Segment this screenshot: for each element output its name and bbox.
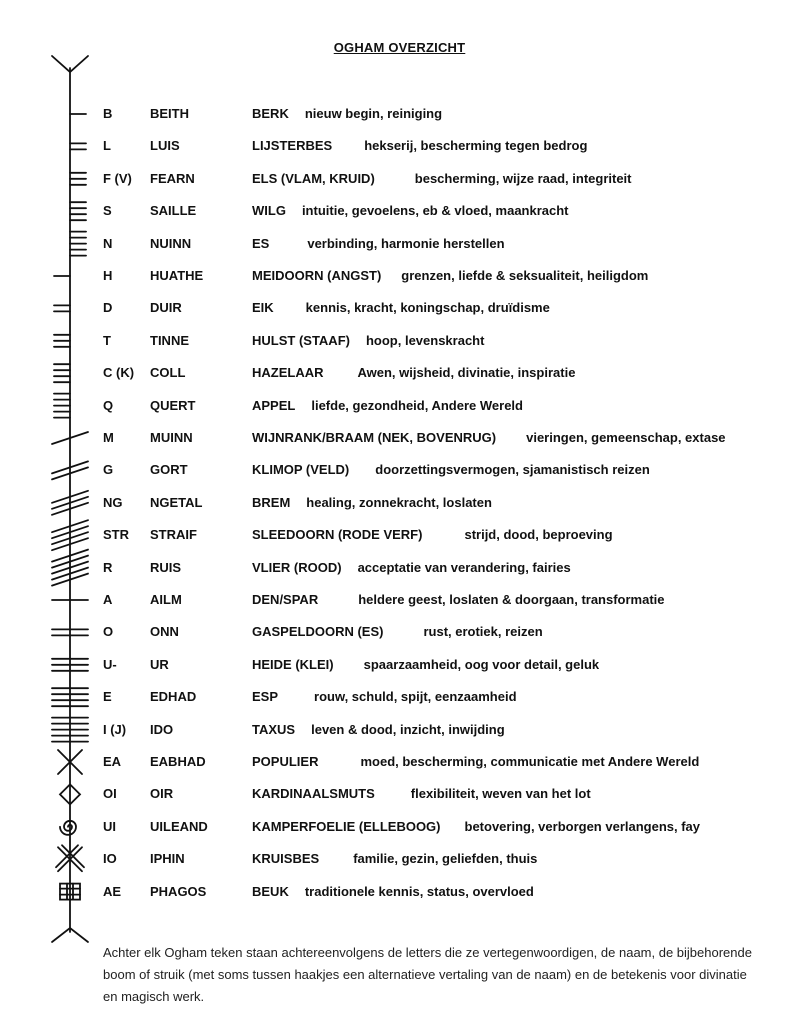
row-tree-meaning [252, 685, 517, 709]
row-ogham-name: LUIS [150, 138, 180, 154]
row-letter: Q [103, 397, 114, 413]
row-tree: EIK [252, 300, 274, 316]
row-tree: BERK [252, 106, 289, 121]
row-ogham-name: TINNE [150, 332, 189, 348]
row-letter: G [103, 462, 114, 478]
row-ogham-name: DUIR [150, 300, 182, 316]
row-ogham-name: NUINN [150, 235, 192, 251]
row-ogham-name: HUATHE [150, 268, 204, 283]
row-letter: L [103, 138, 111, 154]
row-meaning: rouw, schuld, spijt, eenzaamheid [314, 689, 517, 705]
row-letter: EA [103, 754, 122, 769]
row-tree: GASPELDOORN (ES) [252, 624, 384, 640]
row-meaning: Awen, wijsheid, divinatie, inspiratie [357, 365, 576, 381]
row-letter: AE [103, 883, 122, 899]
row-meaning: moed, bescherming, communicatie met Andere Wereld [360, 754, 700, 769]
page-title: OGHAM OVERZICHT [333, 40, 466, 55]
row-ogham-name: EABHAD [150, 754, 206, 769]
row-meaning: heldere geest, loslaten & doorgaan, transformatie [358, 592, 665, 607]
row-meaning: hekserij, bescherming tegen bedrog [364, 138, 588, 154]
row-meaning: spaarzaamheid, oog voor detail, geluk [363, 656, 600, 672]
row-tree-meaning [252, 394, 523, 418]
ogham-row [0, 102, 799, 126]
footer-note: Achter elk Ogham teken staan achtereenvolgens de letters die ze vertegenwoordigen, de naam, de bijbehorende boom of struik (met soms tussen haakjes een alternatieve vertaling van de naam) en de betekenis voor divinatie en magisch werk. [103, 945, 752, 1004]
row-tree: BEUK [252, 883, 289, 899]
row-tree-meaning [252, 361, 575, 385]
row-letter: STR [103, 527, 129, 543]
row-letter: C (K) [103, 365, 135, 381]
ogham-row [0, 847, 799, 871]
row-letter: A [103, 592, 113, 607]
row-letter: OI [103, 786, 117, 802]
row-tree-meaning [252, 264, 648, 288]
ogham-row [0, 588, 799, 612]
row-letter: NG [103, 494, 123, 510]
row-ogham-name: EDHAD [150, 689, 197, 705]
row-ogham-name: MUINN [150, 430, 193, 445]
row-ogham-name: AILM [150, 592, 182, 607]
ogham-row [0, 718, 799, 742]
row-letter: UI [103, 818, 116, 834]
row-ogham-name: IPHIN [150, 851, 185, 867]
row-meaning: leven & dood, inzicht, inwijding [311, 721, 505, 737]
row-meaning: betovering, verborgen verlangens, fay [464, 818, 701, 834]
row-letter: I (J) [103, 721, 127, 737]
row-tree: BREM [252, 494, 291, 510]
row-meaning: traditionele kennis, status, overvloed [304, 883, 534, 899]
row-ogham-name: IDO [150, 721, 174, 737]
row-tree-meaning [252, 296, 550, 320]
ogham-row [0, 653, 799, 677]
row-letter: D [103, 300, 113, 316]
row-meaning: intuitie, gevoelens, eb & vloed, maankracht [301, 203, 569, 219]
ogham-row [0, 426, 799, 450]
row-tree-meaning [252, 653, 599, 677]
ogham-row [0, 880, 799, 904]
row-tree: LIJSTERBES [252, 138, 333, 154]
row-meaning: verbinding, harmonie herstellen [307, 235, 505, 251]
row-ogham-name: SAILLE [150, 203, 197, 219]
row-tree-meaning [252, 588, 665, 612]
row-ogham-name: ONN [150, 624, 179, 640]
row-letter: O [103, 624, 114, 640]
row-tree: MEIDOORN (ANGST) [252, 268, 382, 283]
row-meaning: healing, zonnekracht, loslaten [306, 494, 492, 510]
ogham-row [0, 199, 799, 223]
ogham-row [0, 361, 799, 385]
ogham-row [0, 491, 799, 515]
ogham-row [0, 394, 799, 418]
row-letter: M [103, 430, 114, 445]
ogham-row [0, 296, 799, 320]
row-ogham-name: RUIS [150, 559, 182, 575]
row-tree: KARDINAALSMUTS [252, 786, 375, 802]
row-letter: F (V) [103, 170, 132, 186]
row-ogham-name: STRAIF [150, 527, 197, 543]
ogham-row [0, 685, 799, 709]
ogham-row [0, 458, 799, 482]
row-tree-meaning [252, 167, 632, 191]
row-meaning: hoop, levenskracht [365, 332, 485, 348]
row-meaning: kennis, kracht, koningschap, druïdisme [305, 300, 550, 316]
row-tree: SLEEDOORN (RODE VERF) [252, 527, 423, 543]
row-tree-meaning [252, 329, 484, 353]
ogham-row [0, 523, 799, 547]
ogham-row [0, 134, 799, 158]
row-letter: N [103, 235, 113, 251]
row-letter: T [103, 332, 111, 348]
row-tree: HAZELAAR [252, 365, 324, 381]
row-tree-meaning [252, 491, 492, 515]
row-tree: ES [252, 235, 270, 251]
ogham-row [0, 329, 799, 353]
row-tree-meaning [252, 556, 571, 580]
row-ogham-name: QUERT [150, 397, 196, 413]
row-meaning: vieringen, gemeenschap, extase [526, 430, 726, 445]
row-meaning: grenzen, liefde & seksualiteit, heiligdom [401, 268, 649, 283]
row-tree-meaning [252, 750, 699, 774]
row-tree-meaning [252, 199, 569, 223]
row-tree: TAXUS [252, 721, 296, 737]
row-tree: DEN/SPAR [252, 592, 319, 607]
row-tree-meaning [252, 782, 591, 806]
row-letter: S [103, 203, 112, 219]
row-letter: B [103, 106, 113, 121]
row-tree: ESP [252, 689, 279, 705]
row-letter: IO [103, 851, 117, 867]
row-tree: KLIMOP (VELD) [252, 462, 350, 478]
row-tree-meaning [252, 620, 543, 644]
row-tree-meaning [252, 426, 726, 450]
row-meaning: bescherming, wijze raad, integriteit [414, 170, 632, 186]
row-ogham-name: FEARN [150, 170, 195, 186]
row-tree-meaning [252, 523, 613, 547]
ogham-row [0, 232, 799, 256]
row-meaning: liefde, gezondheid, Andere Wereld [311, 397, 523, 413]
row-meaning: flexibiliteit, weven van het lot [410, 786, 591, 802]
row-ogham-name: UILEAND [150, 818, 208, 834]
ogham-row [0, 264, 799, 288]
ogham-row [0, 782, 799, 806]
ogham-row [0, 167, 799, 191]
row-ogham-name: OIR [150, 786, 174, 802]
row-meaning: acceptatie van verandering, fairies [357, 559, 571, 575]
row-meaning: rust, erotiek, reizen [423, 624, 543, 640]
row-letter: E [103, 689, 112, 705]
row-ogham-name: NGETAL [150, 494, 203, 510]
row-ogham-name: BEITH [150, 106, 189, 121]
row-tree-meaning [252, 134, 587, 158]
row-tree: KRUISBES [252, 851, 320, 867]
row-tree: HULST (STAAF) [252, 332, 350, 348]
row-tree: VLIER (ROOD) [252, 559, 342, 575]
row-tree-meaning [252, 458, 650, 482]
row-tree: KAMPERFOELIE (ELLEBOOG) [252, 818, 441, 834]
row-meaning: familie, gezin, geliefden, thuis [353, 851, 538, 867]
row-tree: HEIDE (KLEI) [252, 656, 334, 672]
row-tree: ELS (VLAM, KRUID) [252, 170, 375, 186]
row-meaning: strijd, dood, beproeving [464, 527, 613, 543]
ogham-row [0, 556, 799, 580]
row-tree-meaning [252, 718, 505, 742]
row-letter: H [103, 268, 113, 283]
row-tree-meaning [252, 232, 505, 256]
row-tree: WILG [252, 203, 286, 219]
row-ogham-name: COLL [150, 365, 186, 381]
row-tree-meaning [252, 880, 534, 904]
row-tree-meaning [252, 102, 442, 126]
row-tree-meaning [252, 815, 700, 839]
ogham-row [0, 815, 799, 839]
row-ogham-name: PHAGOS [150, 883, 207, 899]
row-tree: APPEL [252, 397, 296, 413]
row-ogham-name: GORT [150, 462, 188, 478]
row-tree-meaning [252, 847, 537, 871]
row-tree: POPULIER [252, 754, 319, 769]
row-meaning: doorzettingsvermogen, sjamanistisch reizen [375, 462, 650, 478]
ogham-row [0, 620, 799, 644]
row-letter: R [103, 559, 113, 575]
ogham-row [0, 750, 799, 774]
row-meaning: nieuw begin, reiniging [304, 106, 443, 121]
row-tree: WIJNRANK/BRAAM (NEK, BOVENRUG) [252, 430, 497, 445]
row-ogham-name: UR [150, 656, 169, 672]
row-letter: U- [103, 656, 117, 672]
